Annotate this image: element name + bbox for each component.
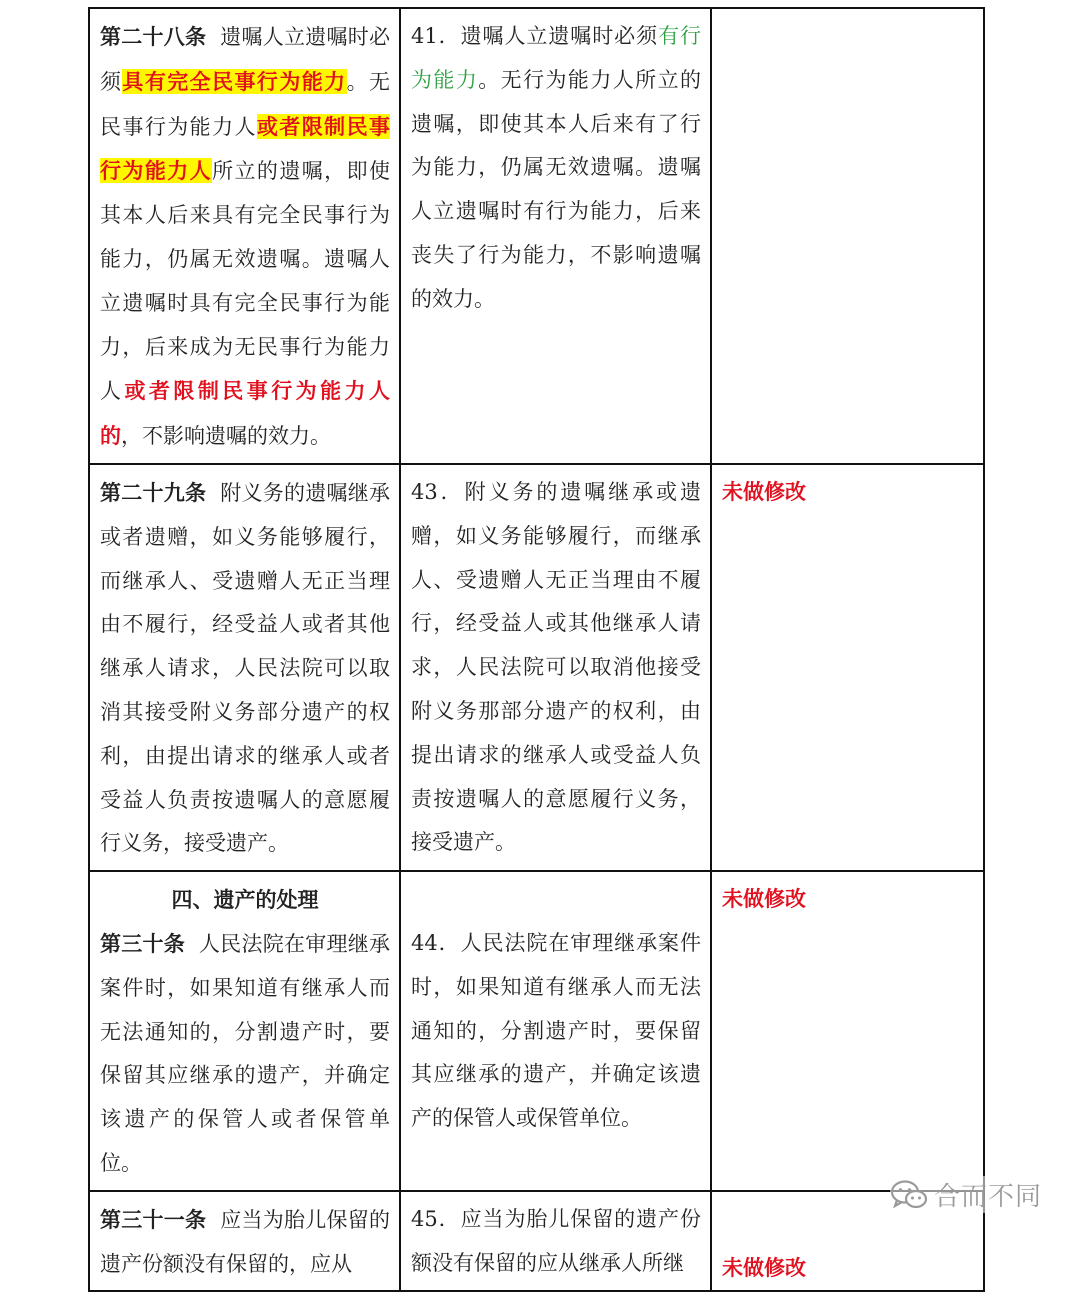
note-text: 未做修改 [722, 479, 806, 504]
article-number: 第三十一条 [100, 1206, 207, 1232]
red-change: 或者限制民事行为能力人的 [100, 378, 391, 449]
table-row [89, 1191, 984, 1292]
note-cell [711, 871, 984, 1191]
old-text-cell [400, 8, 711, 464]
article-text: ，不影响遗嘱的效力。 [121, 424, 331, 449]
highlighted-change: 具有完全民事行为能力 [122, 68, 347, 94]
green-change: 有行为能力 [411, 24, 702, 92]
article-text: 。无民事行为能力人 [100, 69, 391, 139]
note-cell [711, 464, 984, 871]
new-text-cell [89, 1191, 400, 1292]
article-text: 应当为胎儿保留的遗产份额没有保留的，应从 [100, 1207, 391, 1276]
comparison-table [88, 7, 985, 1292]
old-article-text: 44．人民法院在审理继承案件时，如果知道有继承人而无法通知的，分割遗产时，要保留其应继承的遗产，并确定该遗产的保管人或保管单位。 [411, 930, 701, 1131]
article-text: 遗嘱人立遗嘱时必须 [100, 25, 391, 94]
article-number: 第二十九条 [100, 479, 207, 505]
article-text: 人民法院在审理继承案件时，如果知道有继承人而无法通知的，分割遗产时，要保留其应继承的遗产，并确定该遗产的保管人或者保管单位。 [100, 931, 391, 1175]
note-cell [711, 8, 984, 464]
old-article-text: 45．应当为胎儿保留的遗产份额没有保留的应从继承人所继 [411, 1206, 701, 1275]
note-text: 未做修改 [722, 1255, 806, 1280]
old-article-text: 41．遗嘱人立遗嘱时必须 [411, 24, 659, 48]
watermark [890, 1176, 1042, 1213]
article-number: 第三十条 [100, 930, 186, 956]
wechat-icon [890, 1179, 928, 1211]
table-row [89, 8, 984, 464]
watermark-text: 合而不同 [934, 1182, 1043, 1212]
new-text-cell [89, 871, 400, 1191]
highlighted-change: 或者限制民事行为能力人 [100, 113, 391, 184]
table-row [89, 871, 984, 1191]
old-article-text: 43．附义务的遗嘱继承或遗赠，如义务能够履行，而继承人、受遗赠人无正当理由不履行，经受益人或其他继承人请求，人民法院可以取消他接受附义务那部分遗产的权利，由提出请求的继承人或受益人负责按遗嘱人的意愿履行义务，接受遗产。 [411, 479, 701, 855]
old-text-cell [400, 464, 711, 871]
old-text-cell [400, 871, 711, 1191]
table-row [89, 464, 984, 871]
article-text: 附义务的遗嘱继承或者遗赠，如义务能够履行，而继承人、受遗赠人无正当理由不履行，经受益人或者其他继承人请求，人民法院可以取消其接受附义务部分遗产的权利，由提出请求的继承人或者受益人负责按遗嘱人的意愿履行义务，接受遗产。 [100, 480, 391, 856]
old-text-cell [400, 1191, 711, 1292]
section-heading: 四、遗产的处理 [171, 887, 319, 913]
note-text: 未做修改 [722, 887, 806, 912]
new-text-cell [89, 464, 400, 871]
old-article-text: 。无行为能力人所立的遗嘱，即使其本人后来有了行为能力，仍属无效遗嘱。遗嘱人立遗嘱时有行为能力，后来丧失了行为能力，不影响遗嘱的效力。 [411, 67, 701, 311]
new-text-cell [89, 8, 400, 464]
article-text: 所立的遗嘱，即使其本人后来具有完全民事行为能力，仍属无效遗嘱。遗嘱人立遗嘱时具有完全民事行为能力，后来成为无民事行为能力人 [100, 159, 391, 404]
article-number: 第二十八条 [100, 24, 207, 49]
